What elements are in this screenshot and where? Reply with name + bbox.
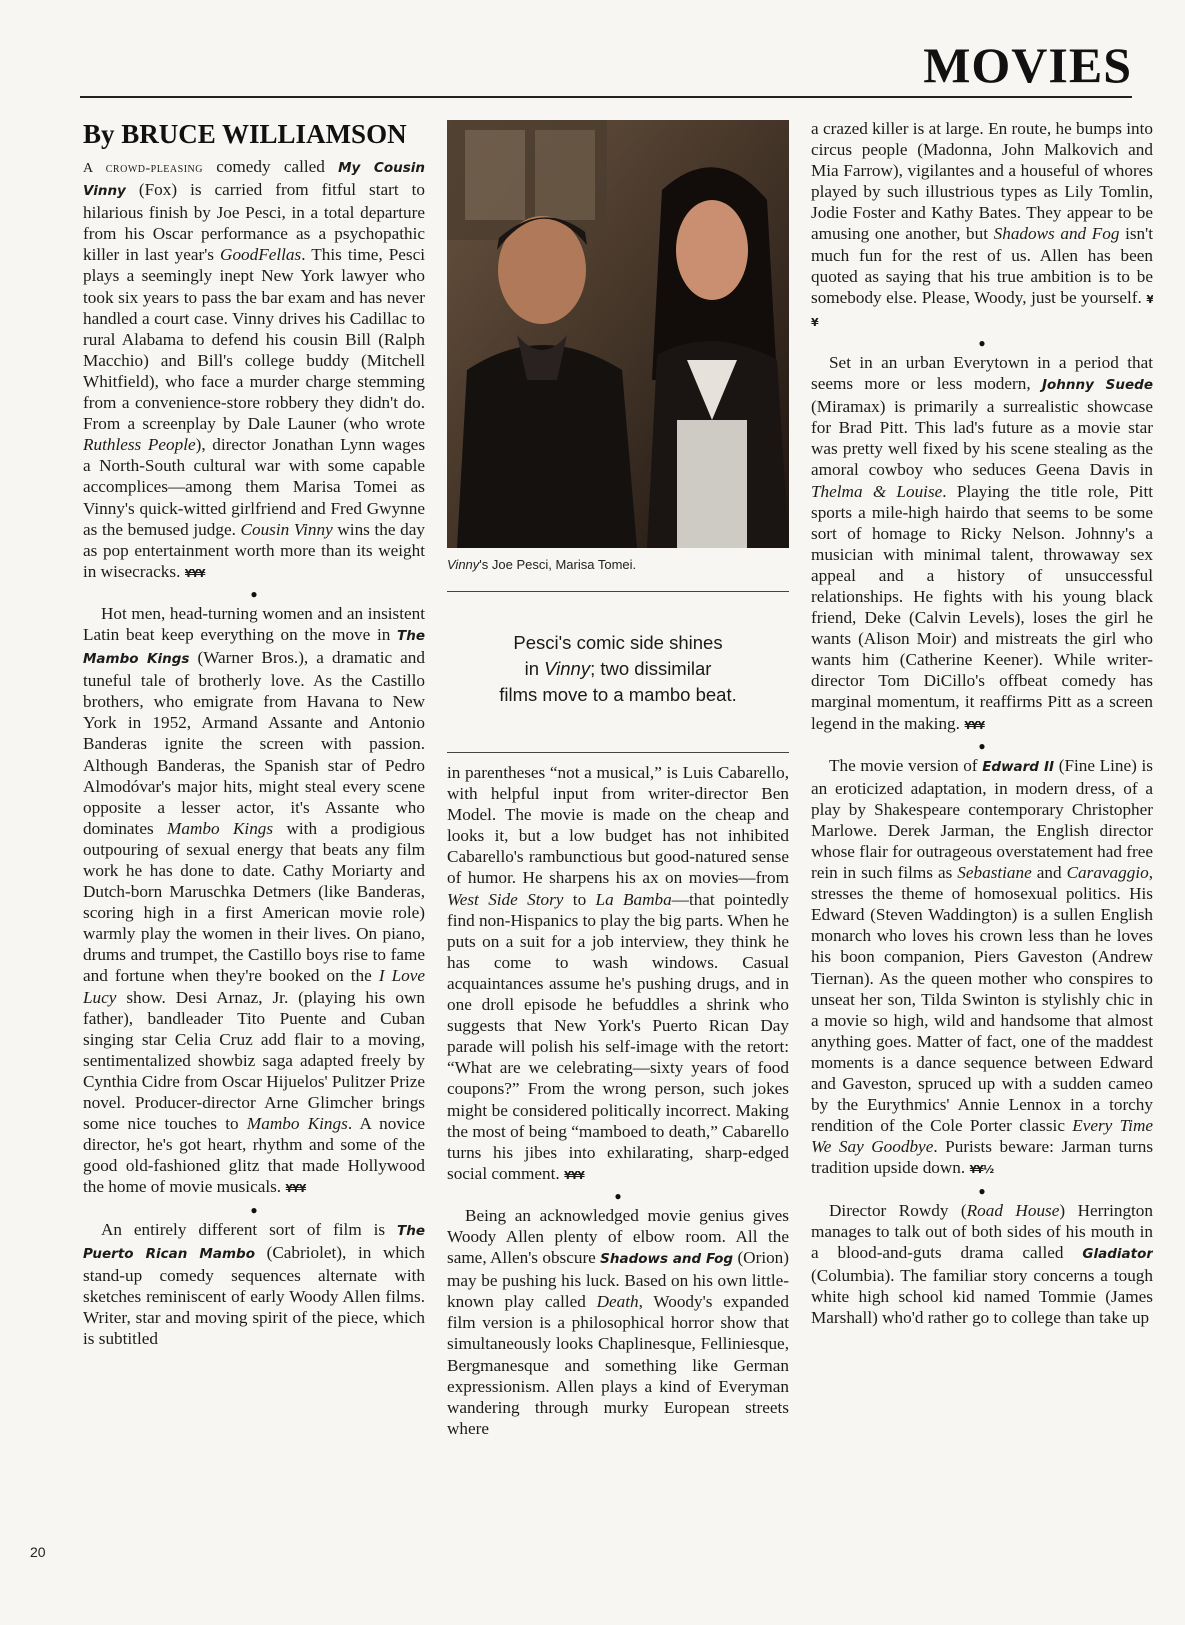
review-shadows-and-fog xyxy=(447,1205,789,1439)
italic-title: Sebastiane xyxy=(957,863,1032,883)
review-text: (Orion) may be pushing his luck. Based on his own little-known play called xyxy=(447,1248,789,1312)
section-title: MOVIES xyxy=(923,37,1132,93)
rating: ¥¥½ xyxy=(969,1163,994,1177)
review-text: (Cabriolet), in which stand-up comedy sequences alternate with sketches reminiscent of early Woody Allen films. Writer, star and moving spirit of the piece, which is subtitled xyxy=(83,1242,425,1348)
review-text: comedy called xyxy=(202,157,339,176)
italic-title: Every Time We Say Goodbye xyxy=(811,1116,1153,1157)
review-text: , stresses the theme of homosexual politics. His Edward (Steven Waddington) is a sullen English monarch who loves his crown less than he loves his boon companion, Piers Gaveston (Andrew Tiernan). As the queen mother who conspires to unseat her son, Tilda Swinton is stylishly chic in a movie so high, wild and handsome that almost anything goes. Matter of fact, one of the maddest moments is a dance sequence between Edward and Gaveston, spruced up with a sudden cameo by the Eurythmics' Annie Lennox in a torchy rendition of the Cole Porter classic xyxy=(811,863,1153,1136)
separator-dot: ● xyxy=(978,1183,986,1198)
separator-dot: ● xyxy=(614,1188,622,1203)
lead-in: A crowd-pleasing xyxy=(83,161,203,176)
pullquote-italic: Vinny xyxy=(544,658,591,679)
review-text: wins the day as pop entertainment worth more than its weight in wisecracks. xyxy=(83,519,425,581)
italic-title: Thelma & Louise xyxy=(811,481,943,501)
italic-title: Road House xyxy=(966,1200,1060,1220)
review-text: Being an acknowledged movie genius gives Woody Allen plenty of elbow room. All the same, Allen's obscure xyxy=(447,1205,789,1268)
review-mambo-kings xyxy=(83,603,425,1200)
film-title: My Cousin Vinny xyxy=(83,160,425,200)
review-text: to xyxy=(563,889,596,909)
pullquote-line: Pesci's comic side shines xyxy=(513,632,723,653)
italic-title: La Bamba xyxy=(595,889,672,909)
film-title: Shadows and Fog xyxy=(600,1251,734,1268)
review-text: . This time, Pesci plays a seemingly inept New York lawyer who took six years to pass the bar exam and has never handled a court case. Vinny drives his Cadillac to rural Alabama to defend his cousin Bill (Ralph Macchio) and Bill's college buddy (Mitchell Whitfield), who face a murder charge stemming from a convenience-store robbery they didn't do. From a screenplay by Dale Launer (who wrote xyxy=(83,245,425,434)
separator-dot: ● xyxy=(978,738,986,753)
caption-italic: Vinny xyxy=(447,557,480,572)
byline: By BRUCE WILLIAMSON xyxy=(83,119,407,149)
review-text: The movie version of xyxy=(829,755,983,775)
rating: ¥¥¥ xyxy=(563,1168,584,1182)
italic-title: Death xyxy=(596,1292,639,1312)
pull-quote xyxy=(447,630,789,708)
film-title: The Mambo Kings xyxy=(83,627,425,668)
rating: ¥¥¥ xyxy=(184,566,205,580)
italic-title: Mambo Kings xyxy=(246,1114,348,1134)
photo-caption xyxy=(447,557,789,572)
film-title: The Puerto Rican Mambo xyxy=(83,1222,425,1262)
review-puerto-rican-mambo xyxy=(83,1219,425,1350)
italic-title: GoodFellas xyxy=(220,245,302,265)
review-text: with a prodigious outpouring of sexual energy that beats any film work he has done to date. Cathy Moriarty and Dutch-born Maruschka Detmers (like Banderas, scoring high in a first American movie role) warmly play the women in their lives. On piano, drums and trumpet, the Castillo boys rise to fame and fortune when they're booked on the xyxy=(83,818,425,986)
pullquote-rule-bottom xyxy=(447,752,789,753)
column-3 xyxy=(811,118,1153,1558)
page-number: 20 xyxy=(30,1544,46,1560)
film-title: Johnny Suede xyxy=(1042,377,1153,394)
review-text: show. Desi Arnaz, Jr. (playing his own father), bandleader Tito Puente and Cuban singing star Celia Cruz add flair to a moving, sentimentalized showbiz saga adapted freely by Cynthia Cidre from Oscar Hijuelos' Pulitzer Prize novel. Producer-director Arne Glimcher brings some nice touches to xyxy=(83,987,425,1134)
caption-text: 's Joe Pesci, Marisa Tomei. xyxy=(479,557,637,572)
review-text: ), director Jonathan Lynn wages a North-South cultural war with some capable accomplices—among them Marisa Tomei as Vinny's quick-witted girlfriend and Fred Gwynne as the bemused judge. xyxy=(83,435,425,539)
review-my-cousin-vinny xyxy=(83,156,425,584)
review-text: . Playing the title role, Pitt sports a mile-high hairdo that seems to be some sort of homage to Ricky Nelson. Johnny's a musician with minimal talent, throwaway sex appeal and a history of unsuccessful relationships. He fights with his young black friend, Deke (Calvin Levels), loses the girl he wants (Alison Moir) and mistreats the girl who wants him (Catherine Keener). While writer-director Tom DiCillo's offbeat comedy has marginal momentum, it reaffirms Pitt as a screen legend in the making. xyxy=(811,481,1153,733)
separator-dot: ● xyxy=(250,586,258,601)
film-title: Edward II xyxy=(982,758,1055,775)
pullquote-line xyxy=(447,656,789,682)
italic-title: Shadows and Fog xyxy=(993,224,1120,244)
separator-dot: ● xyxy=(978,335,986,350)
review-text: ) Herrington manages to talk out of both sides of his mouth in a blood-and-guts drama called xyxy=(811,1200,1153,1262)
review-text: (Miramax) is primarily a surrealistic showcase for Brad Pitt. This lad's future as a movie star was pretty well fixed by his scene stealing as the amoral cowboy who seduces Geena Davis in xyxy=(811,397,1153,480)
review-shadows-and-fog-continued xyxy=(811,118,1153,333)
section-header xyxy=(80,30,1132,98)
pullquote-text: in xyxy=(524,658,545,679)
review-text: and xyxy=(1031,863,1067,883)
review-text: Hot men, head-turning women and an insistent Latin beat keep everything on the move in xyxy=(83,603,425,644)
review-text: Director Rowdy ( xyxy=(829,1200,967,1220)
rating: ¥¥¥ xyxy=(285,1182,306,1196)
rating: ¥¥ xyxy=(811,292,1153,329)
review-puerto-rican-mambo-continued xyxy=(447,762,789,1186)
pullquote-line: films move to a mambo beat. xyxy=(499,684,737,705)
film-still-photo xyxy=(447,120,789,548)
review-johnny-suede xyxy=(811,352,1153,736)
review-text: (Warner Bros.), a dramatic and tuneful tale of brotherly love. As the Castillo brothers, who emigrate from Havana to New York in 1952, Armand Assante and Antonio Banderas ignite the screen with passion. Although Banderas, the Spanish star of Pedro Almodóvar's major hits, might steal every scene opposite a lesser actor, it's Assante who dominates xyxy=(83,648,425,838)
review-text: in parentheses “not a musical,” is Luis Cabarello, with helpful input from writer-director Ben Model. The movie is made on the cheap and looks it, but a low budget has not inhibited Cabarello's rambunctious but good-natured sense of humor. He sharpens his ax on movies—from xyxy=(447,763,789,888)
review-text: . A novice director, he's got heart, rhythm and some of the good old-fashioned glitz that made Hollywood the home of movie musicals. xyxy=(83,1114,425,1197)
review-text: (Columbia). The familiar story concerns a tough white high school kid named Tommie (James Marshall) who'd rather go to college than take up xyxy=(811,1265,1153,1327)
pullquote-rule-top xyxy=(447,591,789,592)
review-text: (Fine Line) is an eroticized adaptation, in modern dress, of a play by Shakespeare contemporary Christopher Marlowe. Derek Jarman, the English director whose flair for outrageous overstatement had free rein in such films as xyxy=(811,755,1153,883)
italic-title: Caravaggio xyxy=(1066,863,1149,883)
italic-title: Cousin Vinny xyxy=(240,519,333,539)
column-2-text xyxy=(447,762,789,1562)
review-text: a crazed killer is at large. En route, he bumps into circus people (Madonna, John Malkovich and Mia Farrow), vigilantes and a houseful of whores played by such illustrious types as Lily Tomlin, Jodie Foster and Kathy Bates. They appear to be amusing one another, but xyxy=(811,119,1153,244)
italic-title: Mambo Kings xyxy=(167,818,274,838)
review-edward-ii xyxy=(811,755,1153,1181)
rating: ¥¥¥ xyxy=(964,718,985,732)
italic-title: I Love Lucy xyxy=(83,966,425,1007)
review-text: Set in an urban Everytown in a period that seems more or less modern, xyxy=(811,352,1153,394)
review-text: . Purists beware: Jarman turns tradition upside down. xyxy=(811,1137,1153,1178)
review-text: , Woody's expanded film version is a philosophical horror show that simultaneously looks Chaplinesque, Felliniesque, Bergmanesque and something like German expressionism. Allen plays a kind of Everyman wandering through murky European streets where xyxy=(447,1292,789,1438)
separator-dot: ● xyxy=(250,1202,258,1217)
italic-title: Ruthless People xyxy=(83,435,196,455)
review-text: —that pointedly find non-Hispanics to play the big parts. When he puts on a suit for a job interview, they think he has come to wash windows. Casual acquaintances assume he's pushing drugs, and in one droll episode he befuddles a shrink who suggests that New York's Puerto Rican Day parade will polish his self-image with the retort: “What are we celebrating—sixty years of food coupons?” From the wrong person, such jokes might be considered politically incorrect. Making the most of being “mamboed to death,” Cabarello turns his jibes into exhilarating, sharp-edged social comment. xyxy=(447,889,789,1183)
column-1 xyxy=(83,118,425,1558)
review-text: An entirely different sort of film is xyxy=(101,1219,398,1239)
italic-title: West Side Story xyxy=(447,889,564,909)
pullquote-text: ; two dissimilar xyxy=(590,658,712,679)
film-still-illustration xyxy=(447,120,789,548)
review-text: (Fox) is carried from fitful start to hilarious finish by Joe Pesci, in a total departure from his Oscar performance as a psychopathic killer in last year's xyxy=(83,180,425,265)
review-gladiator xyxy=(811,1200,1153,1329)
film-title: Gladiator xyxy=(1082,1245,1153,1262)
review-text: isn't much fun for the rest of us. Allen has been quoted as saying that his true ambition is to be somebody else. Please, Woody, just be yourself. xyxy=(811,224,1153,307)
